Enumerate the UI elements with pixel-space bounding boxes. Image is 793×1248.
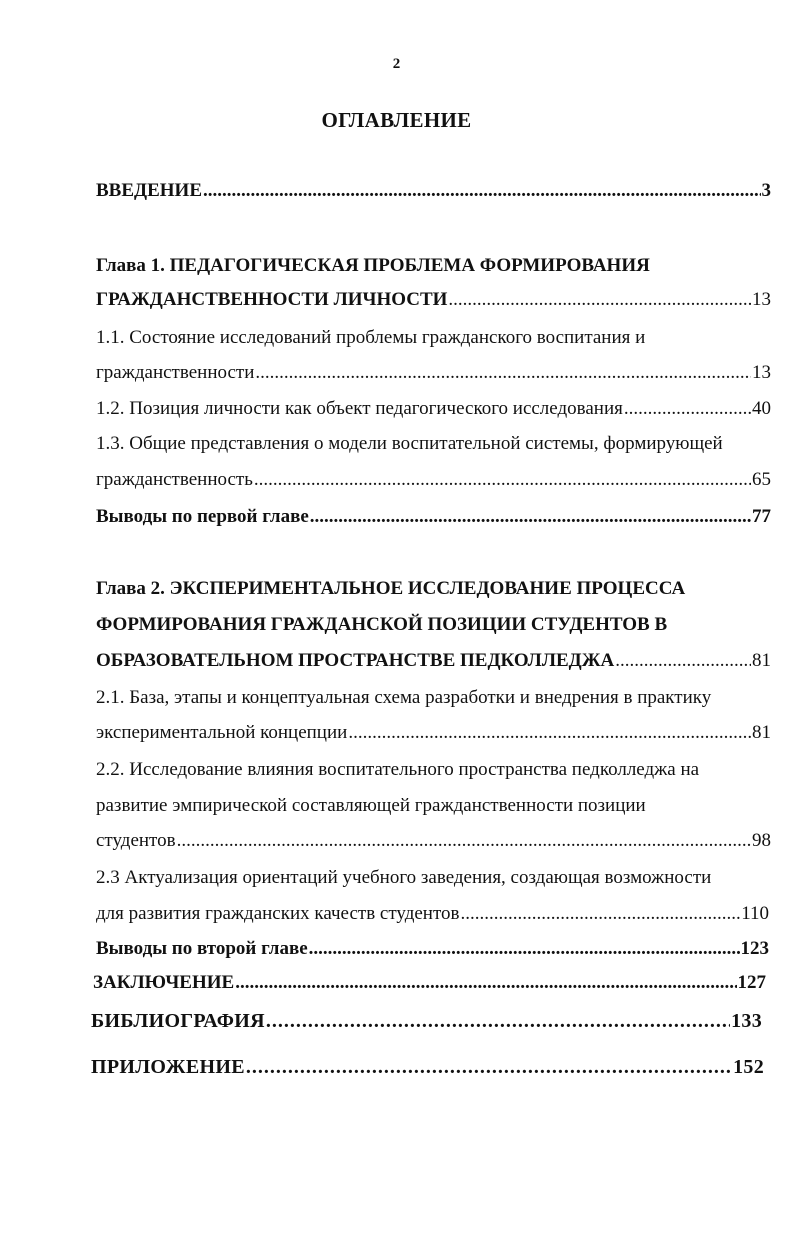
toc-entry-label: ВВЕДЕНИЕ — [96, 180, 202, 201]
chapter2-title-line1: Глава 2. ЭКСПЕРИМЕНТАЛЬНОЕ ИССЛЕДОВАНИЕ ПРОЦЕССА — [96, 578, 686, 599]
toc-page-number: 123 — [740, 938, 769, 959]
dot-leader — [615, 650, 751, 672]
toc-entry-appendix — [91, 1056, 764, 1079]
dot-leader — [177, 830, 751, 852]
toc-entry-conclusion — [93, 972, 766, 994]
toc-page-number: 3 — [761, 180, 771, 201]
dot-leader — [461, 903, 741, 925]
toc-page-number: 98 — [752, 830, 771, 851]
dot-leader — [348, 722, 751, 744]
dot-leader — [448, 289, 751, 311]
toc-entry-section-1-1 — [96, 362, 771, 384]
toc-page-number: 13 — [752, 289, 771, 310]
toc-entry-chapter1-conclusions — [96, 506, 771, 528]
toc-entry-section-1-2 — [96, 398, 771, 420]
toc-page-number: 133 — [731, 1010, 762, 1032]
appendix-label: ПРИЛОЖЕНИЕ — [91, 1056, 245, 1078]
section-1-1-line2: гражданственности — [96, 362, 255, 383]
dot-leader — [309, 938, 740, 960]
section-2-1-line1: 2.1. База, этапы и концептуальная схема разработки и внедрения в практику — [96, 687, 712, 708]
dot-leader — [203, 180, 761, 202]
section-2-1-line2: экспериментальной концепции — [96, 722, 348, 743]
toc-entry-chapter2-conclusions — [96, 938, 769, 960]
toc-entry-chapter2 — [96, 650, 771, 672]
toc-page-number: 77 — [752, 506, 771, 527]
toc-entry-section-2-2 — [96, 830, 771, 852]
toc-page-number: 127 — [737, 972, 766, 993]
page-title: ОГЛАВЛЕНИЕ — [321, 108, 472, 132]
toc-entry-bibliography — [91, 1010, 762, 1033]
conclusion-label: ЗАКЛЮЧЕНИЕ — [93, 972, 235, 993]
dot-leader — [246, 1056, 732, 1079]
section-2-2-line3: студентов — [96, 830, 176, 851]
section-1-1-line1: 1.1. Состояние исследований проблемы гражданского воспитания и — [96, 327, 646, 348]
toc-page-number: 152 — [733, 1056, 764, 1078]
toc-page-number: 110 — [741, 903, 769, 924]
dot-leader — [624, 398, 751, 420]
toc-entry-section-2-1 — [96, 722, 771, 744]
section-2-3-line2: для развития гражданских качеств студентов — [96, 903, 460, 924]
section-2-2-line2: развитие эмпирической составляющей гражданственности позиции — [96, 795, 646, 816]
page-number: 2 — [392, 56, 401, 72]
toc-page-number: 40 — [752, 398, 771, 419]
dot-leader — [266, 1010, 730, 1033]
section-2-3-line1: 2.3 Актуализация ориентаций учебного заведения, создающая возможности — [96, 867, 712, 888]
bibliography-label: БИБЛИОГРАФИЯ — [91, 1010, 265, 1032]
chapter1-title-line2: ГРАЖДАНСТВЕННОСТИ ЛИЧНОСТИ — [96, 289, 448, 310]
toc-page-number: 13 — [752, 362, 771, 383]
chapter1-conclusions-label: Выводы по первой главе — [96, 506, 309, 527]
toc-page-number: 65 — [752, 469, 771, 490]
section-2-2-line1: 2.2. Исследование влияния воспитательного пространства педколледжа на — [96, 759, 700, 780]
section-1-3-line1: 1.3. Общие представления о модели воспитательной системы, формирующей — [96, 433, 723, 454]
dot-leader — [310, 506, 751, 528]
chapter2-title-line3: ОБРАЗОВАТЕЛЬНОМ ПРОСТРАНСТВЕ ПЕДКОЛЛЕДЖА — [96, 650, 615, 671]
section-1-2-label: 1.2. Позиция личности как объект педагогического исследования — [96, 398, 623, 419]
toc-entry-section-2-3 — [96, 903, 769, 925]
dot-leader — [235, 972, 736, 994]
toc-entry-chapter1 — [96, 289, 771, 311]
toc-page-number: 81 — [752, 722, 771, 743]
toc-entry-section-1-3 — [96, 469, 771, 491]
toc-page-number: 81 — [752, 650, 771, 671]
dot-leader — [255, 362, 751, 384]
chapter1-title-line1: Глава 1. ПЕДАГОГИЧЕСКАЯ ПРОБЛЕМА ФОРМИРОВАНИЯ — [96, 255, 650, 276]
toc-entry-intro — [96, 180, 771, 202]
section-1-3-line2: гражданственность — [96, 469, 253, 490]
chapter2-title-line2: ФОРМИРОВАНИЯ ГРАЖДАНСКОЙ ПОЗИЦИИ СТУДЕНТОВ В — [96, 614, 668, 635]
chapter2-conclusions-label: Выводы по второй главе — [96, 938, 308, 959]
dot-leader — [254, 469, 751, 491]
